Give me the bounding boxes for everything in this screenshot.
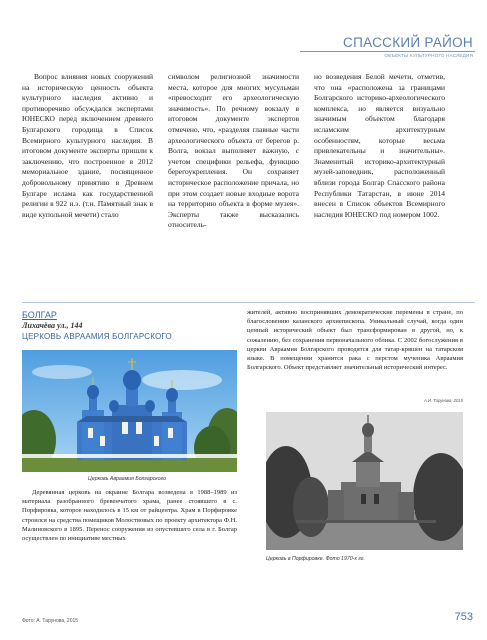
right-text-block <box>247 308 463 372</box>
church-photo-image <box>22 350 237 472</box>
paragraph: символом религиозной значимости места, которое для многих мусульман «превосходит его археологическую значимость». По речному вокзалу в итоговом документе экспертов отмечено, что, «разделяя главные части археологического объекта от берегов р. Волга, вокзал выполняет важную, с учетом специфики рельефа, функцию берегоукрепления. Он сохраняет историческое расположение причала, но при этом создает новые входные ворота на территорию объекта в форме музея». Эксперты также высказались относитель- <box>168 72 299 230</box>
paragraph: Деревянная церковь на окраине Болгара возведена в 1988–1989 из материала разобранного бревенчатого храма, ранее стоявшего в с. Порфировка, которое находилось в 15 км от райцентра. Храм в Порфировке строился на средства помещиков Молоствовых по проекту архитектора Ф.Н. Малиновского в 1895. Перенос сооружения из опустевшего села в г. Болгар осуществлен по инициативе местных <box>22 489 237 543</box>
section-subtitle: ОБЪЕКТЫ КУЛЬТУРНОГО НАСЛЕДИЯ <box>384 53 473 58</box>
paragraph: но возведения Белой мечети, отметив, что она «расположена за границами Болгарского историко-археологического комплекса, но является визуально значимым объектом благодаря исламским архитектурным особенностям, которые весьма привлекательны и значительны». Знаменитый историко-архитектурный музей-заповедник, расположенный вблизи города Болгар Спасского района Республики Татарстан, в июне 2014 внесен в Список объектов Всемирного наследия ЮНЕСКО под номером 1002. <box>314 72 445 219</box>
address: Лихачёва ул., 144 <box>22 321 83 330</box>
left-text-block <box>22 488 237 543</box>
place-name: БОЛГАР <box>22 310 57 320</box>
page-number: 753 <box>454 611 473 623</box>
paragraph: жителей, активно воспринявших демократические перемены в стране, по благословению казанского архиепископа. Уникальный случай, когда один ценный исторический объект был трансформирован в другой, но, к сожалению, без сохранения первоначального облика. С 2002 богослужения в церкви Авраамия Болгарского проводятся для татар-кряшен на татарском языке. В помещении хранится рака с перстом мученика Авраамия Болгарского. Объект представляет значительный исторический интерес. <box>247 309 463 372</box>
paragraph: Вопрос влияния новых сооружений на историческую ценность объекта культурного наследия активно и противоречиво обсуждался экспертами ЮНЕСКО перед включением древнего Булгарского городища в Список Всемирного культурного наследия. В итоговом документе эксперты пришли к заключению, что построенное в 2012 мемориальное здание, посвященное добровольному принятию в Древнем Булгаре ислама как государственной религии в 922 н.э. (т.н. Памятный знак в виде купольной мечети) стало <box>22 72 153 219</box>
photo-caption: Церковь Авраамия Болгарского <box>88 476 166 482</box>
historical-photo <box>266 412 463 550</box>
photo-caption: Церковь в Порфировке. Фото 1970-х гг. <box>266 556 365 562</box>
text-column-3 <box>314 72 445 220</box>
historical-photo-image <box>266 412 463 550</box>
footer-photo-credit: Фото: А. Тарунова, 2015 <box>22 618 79 624</box>
text-column-2 <box>168 72 299 231</box>
header-divider <box>300 51 475 52</box>
photo-credit: А.И. Тарунова, 2015 <box>423 398 463 403</box>
section-title: СПАССКИЙ РАЙОН <box>343 35 473 50</box>
section-divider <box>22 302 475 303</box>
church-photo <box>22 350 237 472</box>
church-title: ЦЕРКОВЬ АВРААМИЯ БОЛГАРСКОГО <box>22 332 172 341</box>
text-column-1 <box>22 72 153 220</box>
